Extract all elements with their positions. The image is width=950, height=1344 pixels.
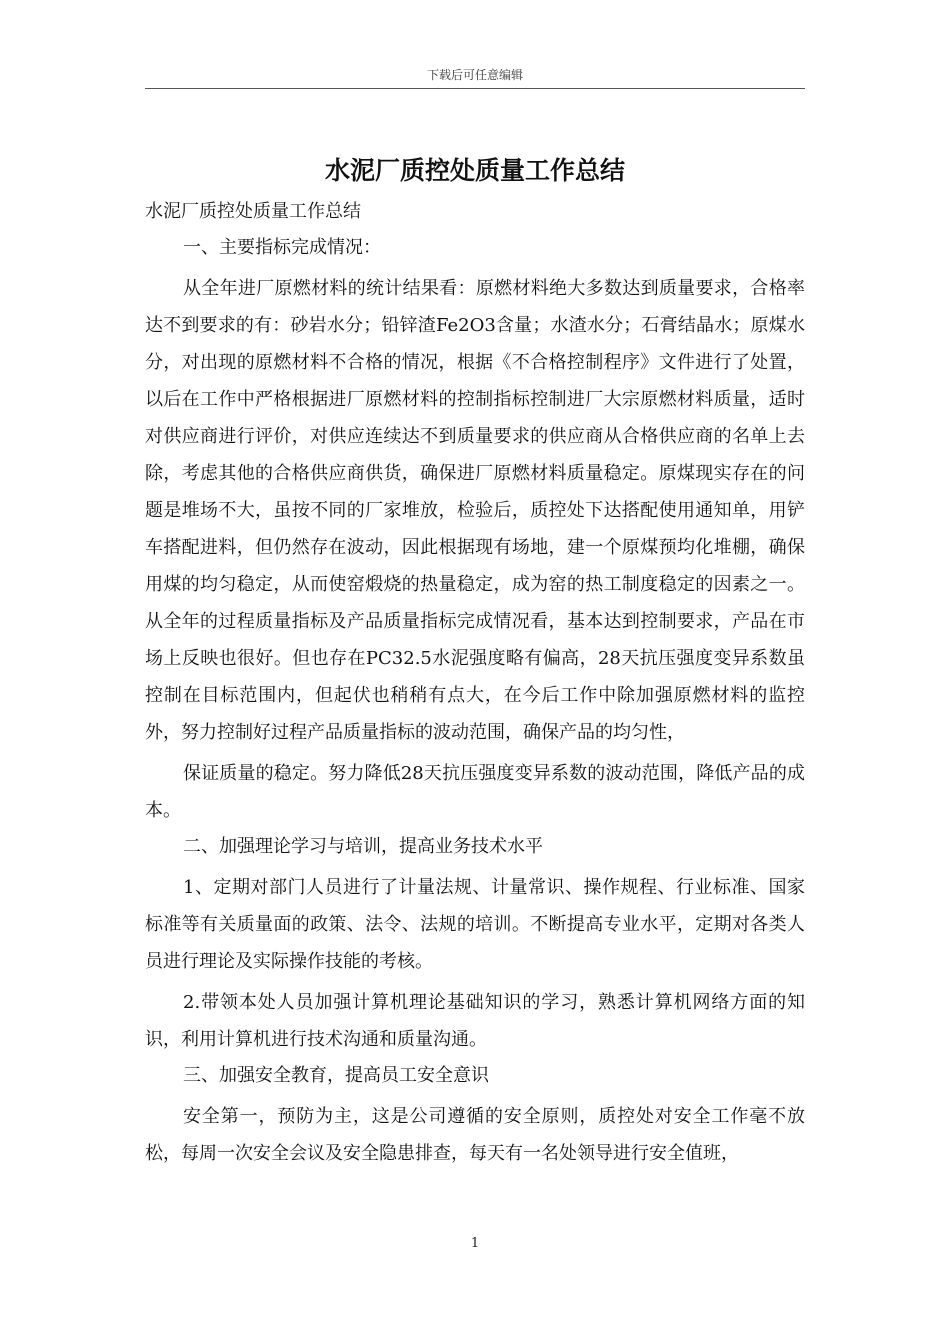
body-paragraph: 保证质量的稳定。努力降低28天抗压强度变异系数的波动范围，降低产品的成本。	[145, 763, 805, 821]
header-divider	[145, 88, 805, 89]
document-title: 水泥厂质控处质量工作总结	[324, 156, 625, 185]
body-paragraph: 2.带领本处人员加强计算机理论基础知识的学习，熟悉计算机网络方面的知识，利用计算机进行技术沟通和质量沟通。	[145, 992, 805, 1050]
page-number: 1	[470, 1236, 480, 1251]
body-paragraph: 从全年进厂原燃材料的统计结果看：原燃材料绝大多数达到质量要求，合格率达不到要求的有：砂岩水分；铅锌渣Fe2O3含量；水渣水分；石膏结晶水；原煤水分，对出现的原燃材料不合格的情况，根据《不合格控制程序》文件进行了处置，以后在工作中严格根据进厂原燃材料的控制指标控制进厂大宗原燃材料质量，适时对供应商进行评价，对供应连续达不到质量要求的供应商从合格供应商的名单上去除，考虑其他的合格供应商供货，确保进厂原燃材料质量稳定。原煤现实存在的问题是堆场不大，虽按不同的厂家堆放，检验后，质控处下达搭配使用通知单，用铲车搭配进料，但仍然存在波动，因此根据现有场地，建一个原煤预均化堆棚，确保用煤的均匀稳定，从而使窑煅烧的热量稳定，成为窑的热工制度稳定的因素之一。从全年的过程质量指标及产品质量指标完成情况看，基本达到控制要求，产品在市场上反映也很好。但也存在PC32.5水泥强度略有偏高，28天抗压强度变异系数虽控制在目标范围内，但起伏也稍稍有点大，在今后工作中除加强原燃材料的监控外，努力控制好过程产品质量指标的波动范围，确保产品的均匀性，	[145, 278, 805, 743]
section-heading-3: 三、加强安全教育，提高员工安全意识	[183, 1065, 489, 1086]
body-paragraph: 安全第一，预防为主，这是公司遵循的安全原则，质控处对安全工作毫不放松，每周一次安全会议及安全隐患排查，每天有一名处领导进行安全值班，	[145, 1106, 805, 1164]
header-note: 下载后可任意编辑	[426, 68, 523, 82]
body-paragraph: 1、定期对部门人员进行了计量法规、计量常识、操作规程、行业标准、国家标准等有关质量面的政策、法令、法规的培训。不断提高专业水平，定期对各类人员进行理论及实际操作技能的考核。	[145, 877, 805, 972]
document-body	[145, 198, 805, 1172]
subtitle-paragraph: 水泥厂质控处质量工作总结	[145, 201, 361, 222]
section-heading-2: 二、加强理论学习与培训，提高业务技术水平	[183, 836, 543, 857]
section-heading-1: 一、主要指标完成情况：	[183, 237, 381, 258]
